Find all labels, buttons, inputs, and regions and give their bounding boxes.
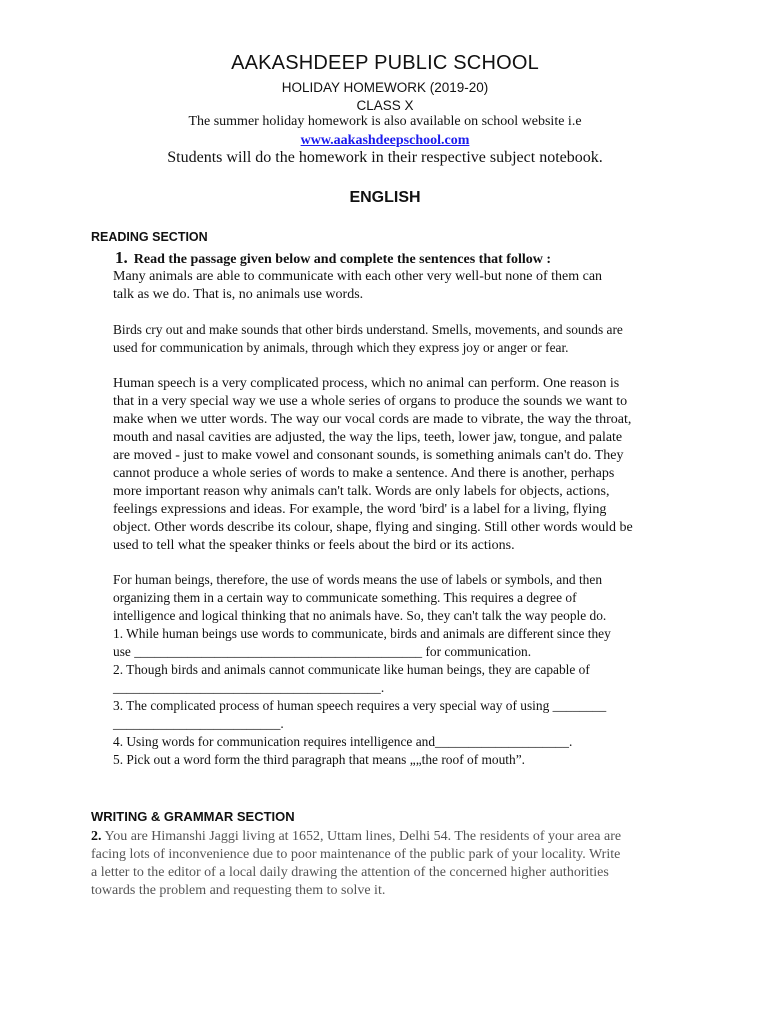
passage-paragraph-1 [113,268,683,304]
passage-line: Many animals are able to communicate with each other very well-but none of them can [113,269,603,284]
question-line: _________________________. [113,716,284,731]
passage-line: object. Other words describe its colour, shape, flying and singing. Still other words would be [113,520,633,535]
homework-title: HOLIDAY HOMEWORK (2019-20) [281,80,489,95]
website-note: The summer holiday homework is also available on school website i.e [188,114,582,129]
question-1-text: Read the passage given below and complete the sentences that follow : [133,252,551,267]
passage-line: intelligence and logical thinking that no animals have. So, they can't talk the way people do. [113,608,607,623]
question-line: a letter to the editor of a local daily drawing the attention of the concerned higher authorities [91,865,609,880]
comprehension-questions [113,625,683,769]
question-line: towards the problem and requesting them to solve it. [91,883,386,898]
passage-paragraph-4 [113,571,683,625]
passage-line: used to tell what the speaker thinks or feels about the bird or its actions. [113,538,515,553]
school-name: AAKASHDEEP PUBLIC SCHOOL [231,52,539,74]
passage-line: organizing them in a certain way to communicate something. This requires a degree of [113,590,577,605]
passage-line: feelings expressions and ideas. For example, the word 'bird' is a label for a living, flying [113,502,607,517]
question-line [91,828,691,846]
question-1-prompt [115,248,551,268]
passage-line: more important reason why animals can't talk. Words are only labels for objects, actions, [113,484,610,499]
passage-line: Birds cry out and make sounds that other birds understand. Smells, movements, and sounds are [113,322,623,337]
passage-line: talk as we do. That is, no animals use words. [113,287,364,302]
writing-section-title: WRITING & GRAMMAR SECTION [91,809,295,824]
question-line: facing lots of inconvenience due to poor maintenance of the public park of your locality. Write [91,847,621,862]
question-line: 3. The complicated process of human speech requires a very special way of using ________ [113,698,607,713]
writing-question-2 [91,828,691,900]
passage-line: mouth and nasal cavities are adjusted, the way the lips, teeth, lower jaw, tongue, and palate [113,430,623,445]
passage-line: Human speech is a very complicated process, which no animal can perform. One reason is [113,376,620,391]
question-line: ________________________________________. [113,680,385,695]
passage-paragraph-3 [113,375,683,555]
passage-line: used for communication by animals, through which they express joy or anger or fear. [113,340,569,355]
question-line: 2. Though birds and animals cannot communicate like human beings, they are capable of [113,662,590,677]
passage-paragraph-2 [113,321,683,357]
question-line: 5. Pick out a word form the third paragraph that means „„the roof of mouth”. [113,752,526,767]
instruction-text: Students will do the homework in their respective subject notebook. [167,149,603,166]
subject-heading: ENGLISH [349,189,421,206]
reading-section-title: READING SECTION [91,230,208,244]
question-2-text: You are Himanshi Jaggi living at 1652, Uttam lines, Delhi 54. The residents of your area are [101,829,622,844]
website-link[interactable]: www.aakashdeepschool.com [300,133,470,148]
question-line: 1. While human beings use words to communicate, birds and animals are different since they [113,626,611,641]
question-1-number: 1. [115,248,128,267]
class-label: CLASS X [356,98,414,113]
question-line: 4. Using words for communication requires intelligence and____________________. [113,734,573,749]
passage-line: are moved - just to make vowel and consonant sounds, is something animals can't do. They [113,448,624,463]
question-line: use ___________________________________________ for communication. [113,644,532,659]
passage-line: that in a very special way we use a whole series of organs to produce the sounds we want to [113,394,628,409]
passage-line: cannot produce a whole series of words to make a sentence. And there is another, perhaps [113,466,615,481]
passage-line: make when we utter words. The way our vocal cords are made to vibrate, the way the throat, [113,412,632,427]
question-2-number: 2. [91,829,102,844]
passage-line: For human beings, therefore, the use of words means the use of labels or symbols, and then [113,572,603,587]
